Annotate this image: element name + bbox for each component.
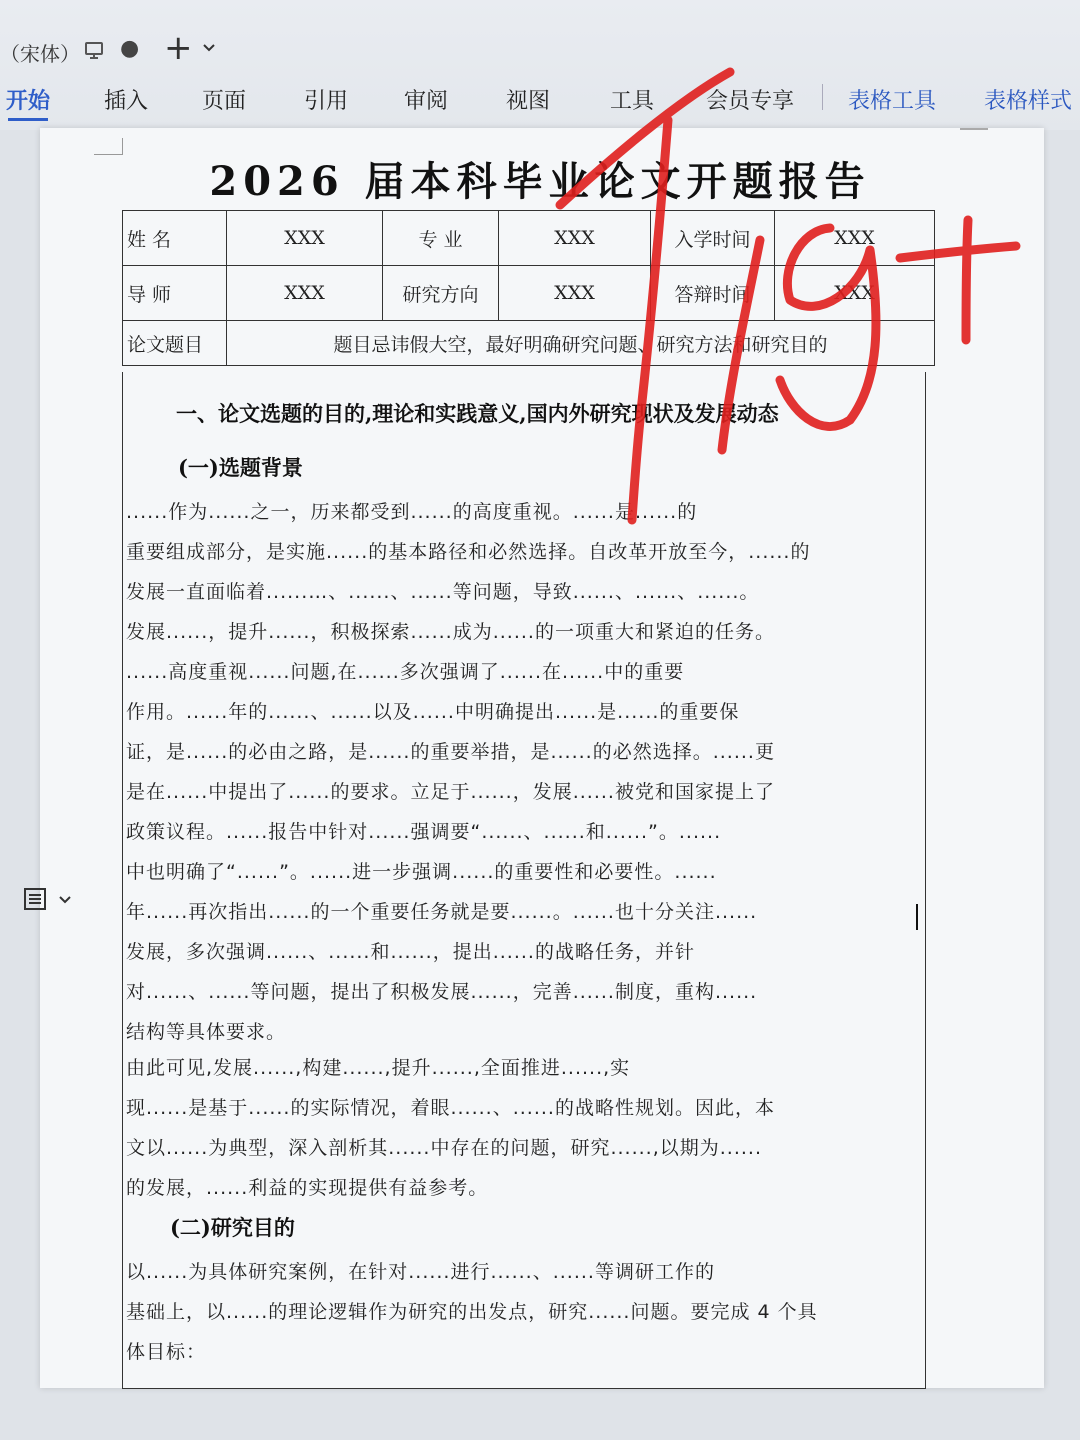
tab-start[interactable]: 开始 — [6, 89, 51, 114]
active-tab-indicator — [8, 118, 48, 121]
section-heading: 一、论文选题的目的,理论和实践意义,国内外研究现状及发展动态 — [176, 401, 779, 426]
direction-label: 研究方向 — [383, 266, 499, 321]
text-line: 政策议程。......报告中针对......强调要“......、......和......”。...... — [126, 821, 722, 843]
thesis-value[interactable]: 题目忌讳假大空，最好明确研究问题、研究方法和研究目的 — [227, 321, 935, 366]
name-value[interactable]: XXX — [227, 211, 383, 266]
text-line: ......高度重视......问题,在......多次强调了......在......中的重要 — [126, 661, 685, 683]
subsection-heading: (二)研究目的 — [170, 1215, 295, 1240]
unsaved-dot-icon: ● — [120, 36, 140, 61]
paragraph[interactable] — [126, 652, 920, 1052]
title-toolbar — [0, 0, 1080, 130]
document-page[interactable] — [40, 128, 1044, 1388]
tab-view[interactable]: 视图 — [506, 89, 551, 114]
new-tab-icon[interactable]: + — [164, 28, 193, 68]
tab-review[interactable]: 审阅 — [404, 89, 449, 114]
font-indicator[interactable]: （宋体） — [0, 42, 80, 66]
text-line: 基础上，以......的理论逻辑作为研究的出发点，研究......问题。要完成 4 个具 — [126, 1301, 818, 1323]
thesis-label: 论文题目 — [123, 321, 227, 366]
text-line: 年......再次指出......的一个重要任务就是要......。......也十分关注...... — [126, 901, 758, 923]
text-line: 对......、......等问题，提出了积极发展......，完善......制度，重构...... — [126, 981, 758, 1003]
paragraph[interactable] — [126, 1048, 920, 1208]
text-line: 作用。......年的......、......以及......中明确提出......是......的重要保 — [126, 701, 740, 723]
direction-value[interactable]: XXX — [499, 266, 651, 321]
margin-corner-mark — [94, 138, 123, 155]
monitor-icon[interactable] — [84, 40, 104, 65]
text-line: 体目标： — [126, 1341, 207, 1363]
tab-table-style[interactable]: 表格样式 — [984, 89, 1073, 114]
defense-value[interactable]: XXX — [775, 266, 935, 321]
outline-toggle[interactable] — [18, 886, 78, 916]
tab-references[interactable]: 引用 — [304, 89, 349, 114]
margin-corner-mark — [960, 128, 988, 130]
enroll-value[interactable]: XXX — [775, 211, 935, 266]
text-line: 发展一直面临着......…、......、......等问题，导致......、......、......。 — [126, 581, 760, 603]
text-line: 证，是......的必由之路，是......的重要举措，是......的必然选择。......更 — [126, 741, 775, 763]
major-label: 专 业 — [383, 211, 499, 266]
text-line: 由此可见,发展......,构建......,提升......,全面推进......,实 — [126, 1057, 631, 1079]
advisor-value[interactable]: XXX — [227, 266, 383, 321]
info-table — [122, 210, 935, 366]
text-line: 发展......，提升......，积极探索......成为......的一项重大和紧迫的任务。 — [126, 621, 775, 643]
tab-tools[interactable]: 工具 — [610, 89, 655, 114]
paragraph[interactable] — [126, 1252, 920, 1372]
text-line: 文以......为典型，深入剖析其......中存在的问题，研究......,以期为...... — [126, 1137, 762, 1159]
text-line: ......作为......之一，历来都受到......的高度重视。......是......的 — [126, 501, 698, 523]
text-caret — [916, 904, 918, 930]
text-line: 发展，多次强调......、......和......，提出......的战略任务，并针 — [126, 941, 695, 963]
document-title: 2026 届本科毕业论文开题报告 — [209, 158, 871, 205]
text-line: 结构等具体要求。 — [126, 1021, 287, 1043]
subsection-heading: (一)选题背景 — [178, 455, 303, 480]
tab-insert[interactable]: 插入 — [104, 89, 149, 114]
text-line: 重要组成部分，是实施......的基本路径和必然选择。自改革开放至今，......的 — [126, 541, 811, 563]
defense-label: 答辩时间 — [651, 266, 775, 321]
tab-page[interactable]: 页面 — [202, 89, 247, 114]
chevron-down-icon[interactable] — [202, 38, 216, 57]
text-line: 的发展，......利益的实现提供有益参考。 — [126, 1177, 489, 1199]
paragraph[interactable] — [126, 492, 920, 652]
tab-separator — [822, 84, 823, 110]
major-value[interactable]: XXX — [499, 211, 651, 266]
outline-icon[interactable] — [22, 886, 48, 918]
ribbon-tabs — [0, 76, 1080, 120]
tab-table-tools[interactable]: 表格工具 — [848, 89, 937, 114]
advisor-label: 导 师 — [123, 266, 227, 321]
enroll-label: 入学时间 — [651, 211, 775, 266]
name-label: 姓 名 — [123, 211, 227, 266]
text-line: 中也明确了“......”。......进一步强调......的重要性和必要性。...... — [126, 861, 717, 883]
chevron-down-icon[interactable] — [58, 890, 72, 909]
text-line: 以......为具体研究案例，在针对......进行......、......等调研工作的 — [126, 1261, 715, 1283]
text-line: 是在......中提出了......的要求。立足于......，发展......被党和国家提上了 — [126, 781, 775, 803]
text-line: 现......是基于......的实际情况，着眼......、......的战略性规划。因此，本 — [126, 1097, 775, 1119]
tab-member[interactable]: 会员专享 — [706, 89, 795, 114]
